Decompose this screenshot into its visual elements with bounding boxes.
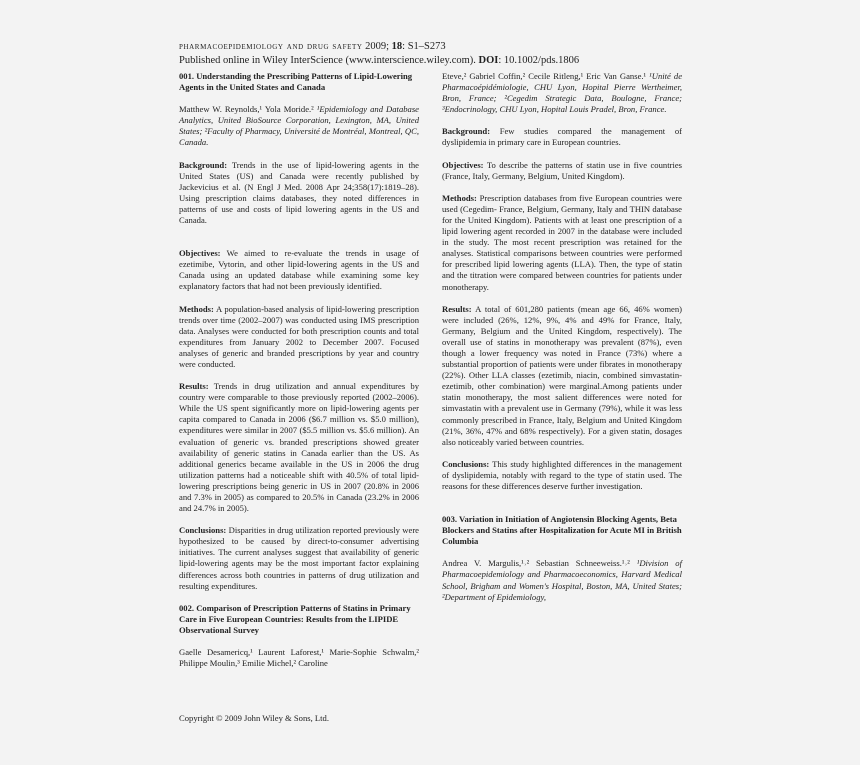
abstract-001-background: Background: Trends in the use of lipid-lowering agents in the United States (US) and Canada were recently published by Jackevicius et al. (N Engl J Med. 2008 Apr 24;358(17):1819–28). Using prescription claims databases, they noted differences in patterns of use and costs of lipid lowering agents in the US and Canada. <box>179 159 419 226</box>
abstract-002-authors-part1: Gaelle Desamericq,¹ Laurent Laforest,¹ Marie-Sophie Schwalm,² Philippe Moulin,³ Emilie Michel,² Caroline <box>179 647 419 669</box>
abstract-002-results: Results: A total of 601,280 patients (mean age 66, 46% women) were included (26%, 12%, 9%, 4% and 49% for France, Italy, Germany, Belgium and the United Kingdom, respectively). The overall use of statins in monotherapy was prevalent (87%), even though a lower frequency was noted in France (73%) where a substantial proportion of patients were under fibrates in monotherapy (22%). Other LLA classes (ezetimib, niacin, combined simvastatin-ezetimib, other combination) were marginal.Among patients under statin monotherapy, the most salient differences were noted for simvastatin with a prevalent use in Germany (79%), while it was less commonly prescribed in France, Italy, Belgium and United Kingdom (21%, 36%, 47% and 68% respectively). For a given statin, dosages also noticeably varied between countries. <box>442 303 682 447</box>
copyright-footer: Copyright © 2009 John Wiley & Sons, Ltd. <box>179 713 329 723</box>
abstract-001-author-names: Matthew W. Reynolds,¹ Yola Moride.² <box>179 104 314 115</box>
abstract-002-background: Background: Few studies compared the management of dyslipidemia in primary care in European countries. <box>442 126 682 148</box>
doi-value: : 10.1002/pds.1806 <box>498 55 580 66</box>
abstract-002-title: 002. Comparison of Prescription Patterns of Statins in Primary Care in Five European Countries: Results from the LIPIDE Observational Survey <box>179 602 411 635</box>
abstract-002-methods: Methods: Prescription databases from five European countries were used (Cegedim- France, Belgium, Germany, Italy and THIN database for the United Kingdom). Patients with at least one prescription of a lipid lowering agent recorded in 2007 in the database were included in the study. The most recent prescription was retained for the analyses. Statistical comparisons between countries were performed for prescribed lipid lowering agents (LLA). Then, the type of statin and the titration were compared between countries for patients under monotherapy. <box>442 192 682 292</box>
abstract-003-authors <box>442 558 682 602</box>
journal-year: 2009; <box>365 41 390 52</box>
abstract-001-objectives: Objectives: We aimed to re-evaluate the trends in usage of ezetimibe, Vytorin, and other lipid-lowering agents in the US and Canada using an updated database while examining some key explanatory factors that had not been previously identified. <box>179 248 419 292</box>
right-column <box>442 71 682 614</box>
abstract-003-author-names: Andrea V. Margulis,¹˒² Sebastian Schneeweiss.¹˒² <box>442 558 630 569</box>
journal-citation <box>179 40 819 54</box>
abstract-003-affiliations: ¹Division of Pharmacoepidemiology and Pharmacoeconomics, Harvard Medical School, Brigham and Women's Hospital, Boston, MA, United States; ²Department of Epidemiology, <box>442 558 682 602</box>
journal-volume: 18 <box>391 41 403 52</box>
published-text: Published online in Wiley InterScience (www.interscience.wiley.com). <box>179 55 476 66</box>
abstract-001-affiliations: ¹Epidemiology and Database Analytics, United BioSource Corporation, Lexington, MA, United States; ²Faculty of Pharmacy, Université de Montréal, Montreal, QC, Canada. <box>179 104 419 148</box>
abstract-001-results: Results: Trends in drug utilization and annual expenditures by country were comparable to those previously reported (2002–2006). While the US spent significantly more on lipid-lowering agents per capita compared to Canada in 2006 ($6.7 million vs. $5.0 million), expenditures were similar in 2007 ($5.5 million vs. $5.6 million). An evaluation of generic vs. branded prescriptions showed greater availability of generic statins in Canada earlier than the US. As additional generics became available in the US in 2006 the drug utilization patterns had a noticeable shift with 40.5% of total lipid-lowering prescriptions being generic in US in 2007 (20.8% in 2006 and 7.3% in 2005) as compared to 20.5% in Canada (23.2% in 2006 and 24.7% in 2005). <box>179 381 419 514</box>
doi-label: DOI <box>478 55 499 66</box>
abstract-001-methods: Methods: A population-based analysis of lipid-lowering prescription trends over time (2002–2007) was conducted using IMS prescription data. Analyses were conducted for both prescription counts and total expenditures from January 2002 to December 2007. Focused analyses of generic and branded prescriptions by year and country were conducted. <box>179 303 419 369</box>
abstract-001-conclusions: Conclusions: Disparities in drug utilization reported previously were hypothesized to be caused by direct-to-consumer advertising initiatives. The current analyses suggest that availability of generic lipid-lowering agents may be the most important factor explaining differences across both countries in patterns of drug utilization and resulting expenditures. <box>179 525 419 591</box>
running-header <box>179 40 819 67</box>
abstract-002-objectives: Objectives: To describe the patterns of statin use in five countries (France, Italy, Germany, Belgium, United Kingdom). <box>442 159 682 181</box>
journal-name: pharmacoepidemiology and drug safety <box>179 41 363 52</box>
abstract-002-affiliations: ¹Unité de Pharmacoépidémiologie, CHU Lyon, Hopital Pierre Wertheimer, Bron, France; ²Cegedim Strategic Data, Boulogne, France; ³Endocrinology, CHU Lyon, Hopital Louis Pradel, Bron, France. <box>442 71 683 115</box>
abstract-001-authors <box>179 104 419 148</box>
abstract-002-authors-part2 <box>442 71 682 115</box>
journal-pages: : S1–S273 <box>402 41 446 52</box>
abstract-002-conclusions: Conclusions: This study highlighted differences in the management of dyslipidemia, notably with regard to the type of statin used. The reasons for these differences deserve further investigation. <box>442 458 682 491</box>
abstract-003-title: 003. Variation in Initiation of Angiotensin Blocking Agents, Beta Blockers and Statins after Hospitalization for Acute MI in British Columbia <box>442 514 682 547</box>
left-column <box>179 71 419 680</box>
published-online-line <box>179 54 819 67</box>
abstract-002-author-names: Eteve,² Gabriel Coffin,² Cecile Ritleng,¹ Eric Van Ganse.¹ <box>442 71 647 81</box>
abstract-001-title: 001. Understanding the Prescribing Patterns of Lipid-Lowering Agents in the United States and Canada <box>179 71 413 93</box>
